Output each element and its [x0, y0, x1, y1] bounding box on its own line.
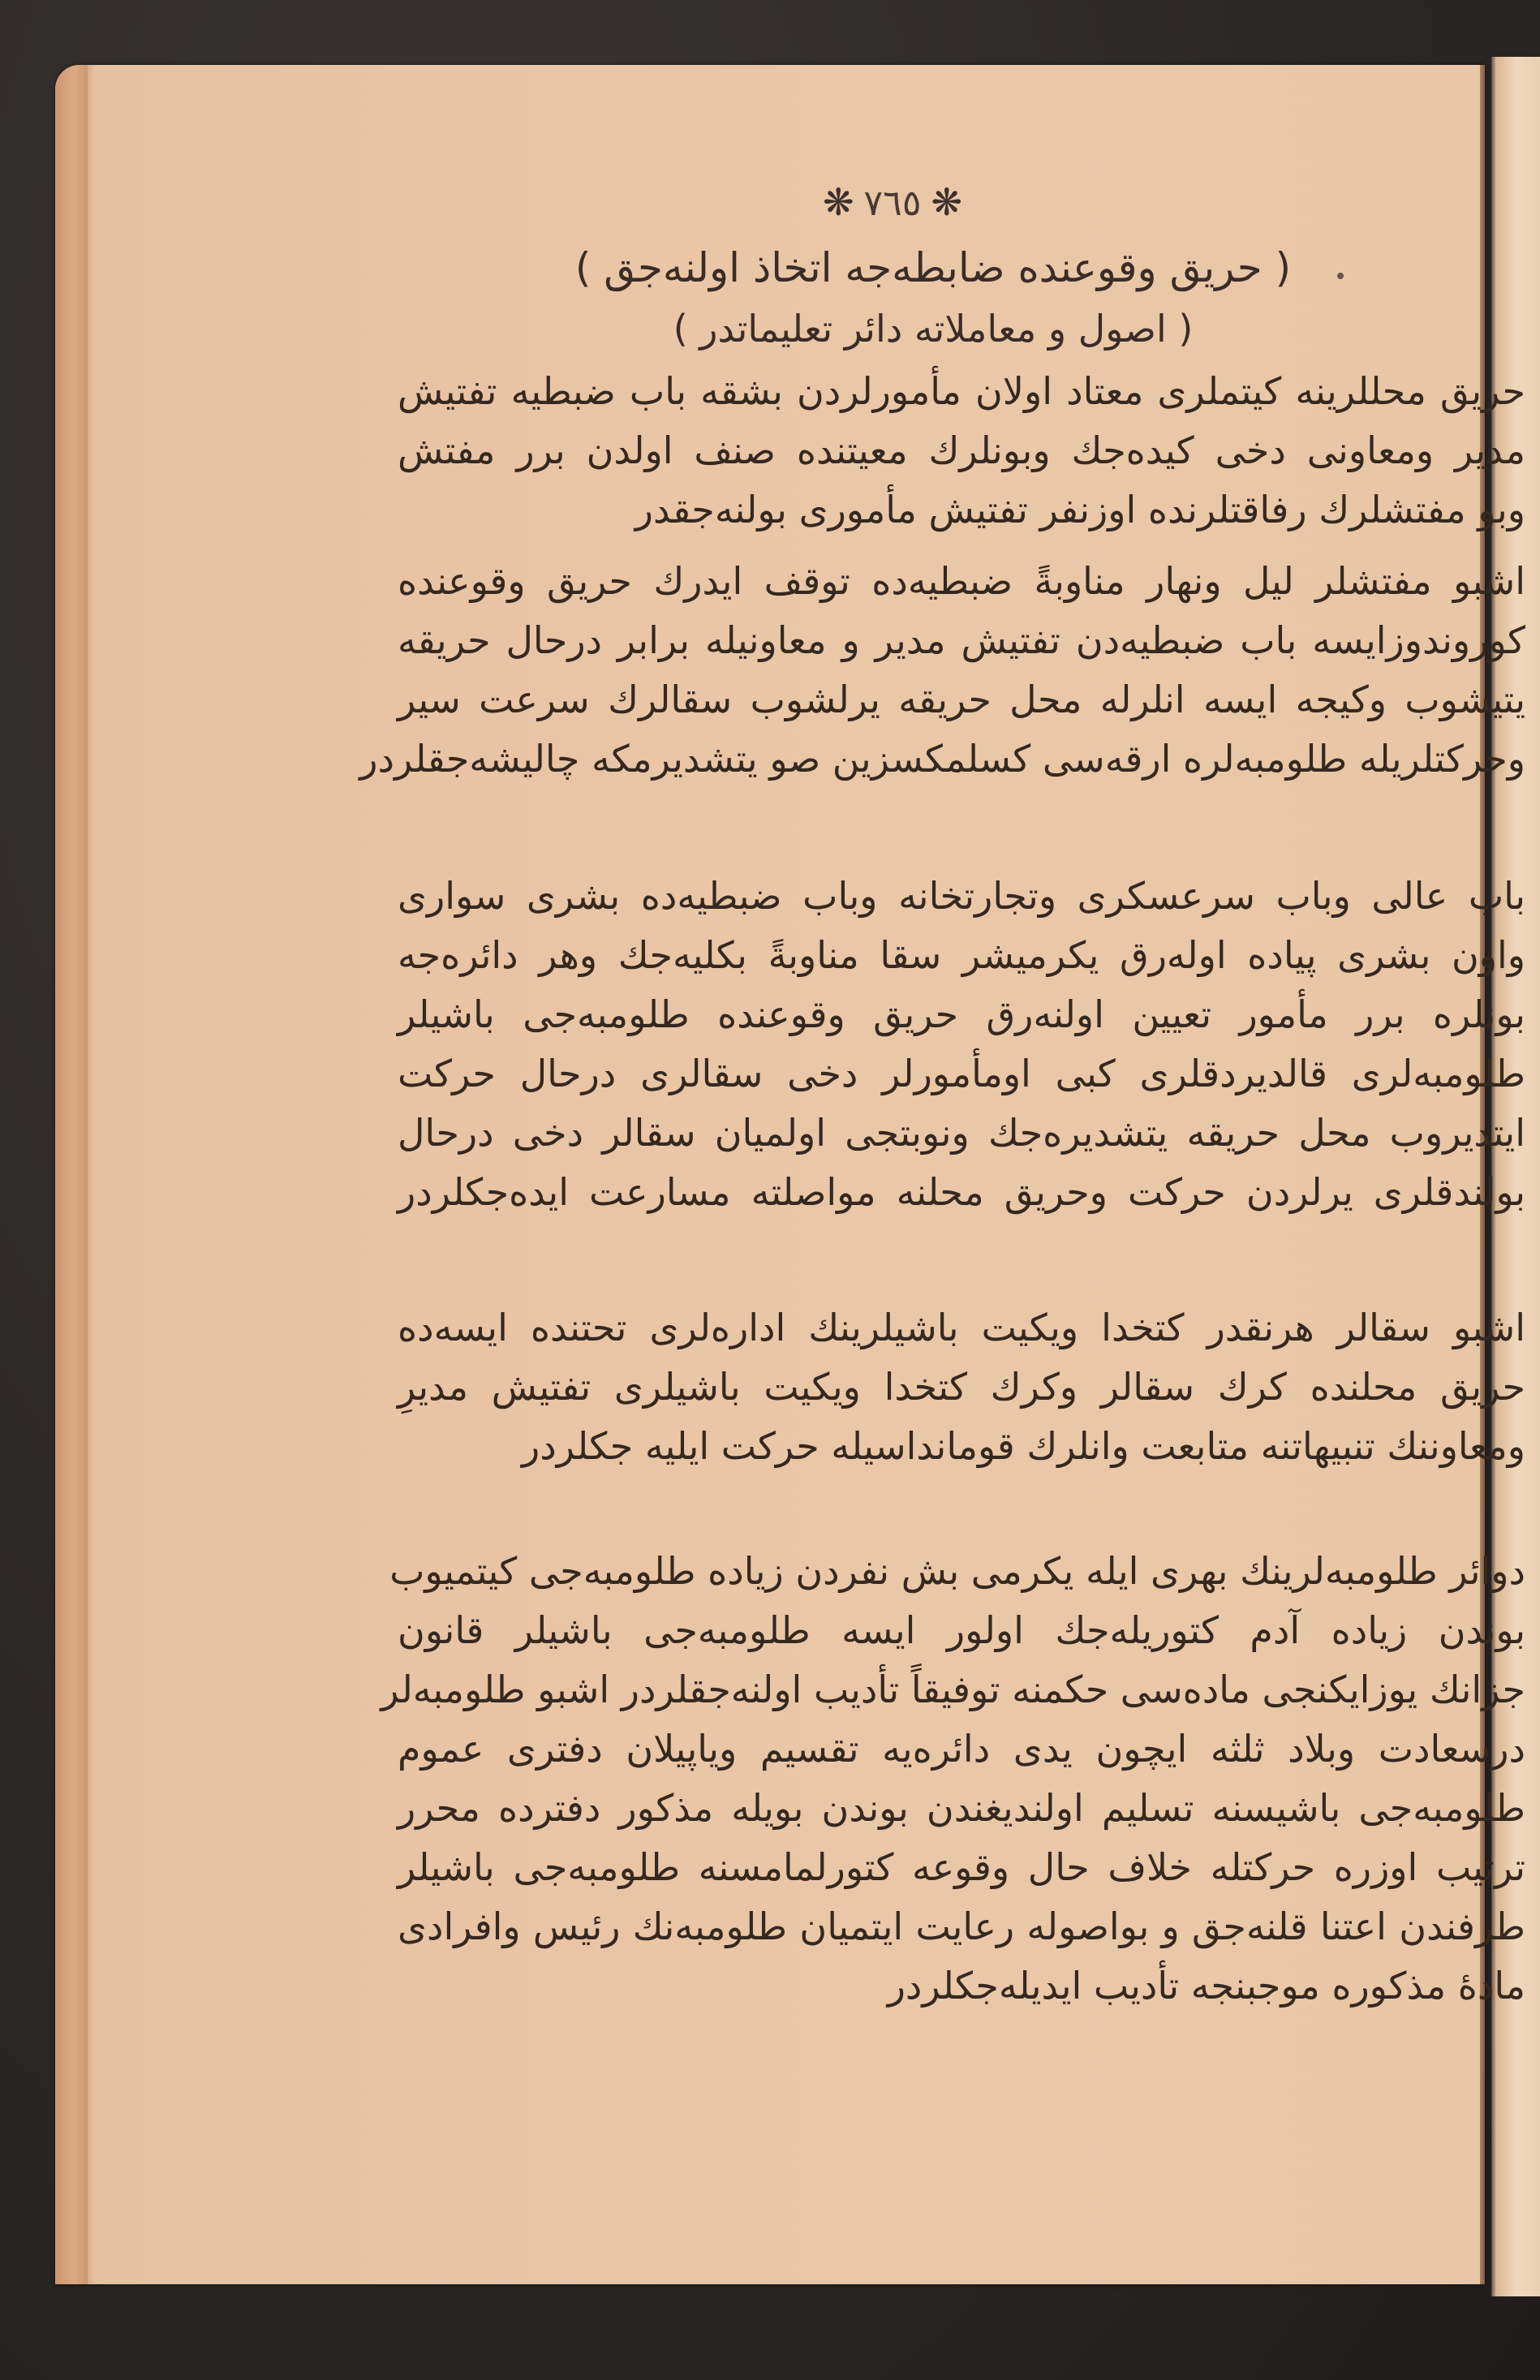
paragraph-4: [398, 1298, 1525, 1476]
text-line: وحرکتلریله طلومبه‌لره ارقه‌سی کسلمکسزین صو یتشدیرمکه چالیشه‌جقلردر: [359, 737, 1525, 781]
section-subtitle: ( اصول و معاملاته دائر تعلیماتدر ): [673, 307, 1194, 351]
text-line: اشبو سقالر هرنقدر کتخدا ویکیت باشیلرینك اداره‌لری تحتنده ایسه‌ده: [398, 1306, 1525, 1349]
text-line: حریق محللرینه کیتملری معتاد اولان مأمورلردن بشقه باب ضبطیه تفتیش: [398, 369, 1525, 413]
text-line: بوندن زیاده آدم کتوریله‌جك اولور ایسه طلومبه‌جی باشیلر قانون: [398, 1608, 1525, 1652]
text-line: وبو مفتشلرك رفاقتلرنده اوزنفر تفتیش مأموری بولنه‌جقدر: [634, 488, 1525, 532]
text-line: بونلره برر مأمور تعیین اولنه‌رق حریق وقوعنده طلومبه‌جی باشیلر: [398, 992, 1525, 1036]
text-line: اشبو مفتشلر لیل ونهار مناوبةً ضبطیه‌ده توقف ایدرك حریق وقوعنده: [398, 559, 1525, 603]
text-line: یتیشوب وکیجه ایسه انلرله محل حریقه یرلشوب سقالرك سرعت سیر: [398, 678, 1525, 721]
text-line: ومعاوننك تنبیهاتنه متابعت وانلرك قومانداسیله حرکت ایلیه جکلردر: [522, 1424, 1525, 1468]
text-line: دوائر طلومبه‌لرینك بهری ایله یکرمی بش نفردن زیاده طلومبه‌جی کیتمیوب: [389, 1549, 1525, 1593]
section-title: ( حریق وقوعنده ضابطه‌جه اتخاذ اولنه‌جق ): [574, 244, 1292, 291]
paragraph-1: [398, 362, 1525, 540]
text-line: مادهٔ مذکوره موجبنجه تأدیب ایدیله‌جکلردر: [887, 1964, 1525, 2008]
text-line: درسعادت وبلاد ثلثه ایچون یدی دائره‌یه تقسیم ویاپیلان دفتری عموم: [398, 1727, 1525, 1771]
text-line: بولندقلری یرلردن حرکت وحریق محلنه مواصلته مسارعت ایده‌جکلردر: [398, 1170, 1525, 1214]
text-line: ایتدیروب محل حریقه یتشدیره‌جك ونوبتجی اولمیان سقالر دخی درحال: [398, 1111, 1525, 1155]
text-line: ترتیب اوزره حرکتله خلاف حال وقوعه کتورلمامسنه طلومبه‌جی باشیلر: [398, 1845, 1525, 1889]
ornament-right-icon: ❋: [931, 180, 962, 224]
text-line: طلومبه‌لری قالدیردقلری کبی اومأمورلر دخی سقالری درحال حرکت: [398, 1052, 1525, 1095]
text-line: جزانك یوزایکنجی ماده‌سی حکمنه توفیقاً تأدیب اولنه‌جقلردر اشبو طلومبه‌لر: [381, 1668, 1525, 1711]
text-line: واون بشری پیاده اوله‌رق یکرمیشر سقا مناوبةً بکلیه‌جك وهر دائره‌جه: [398, 933, 1525, 977]
ornament-left-icon: ❋: [823, 180, 854, 224]
text-line: طلومبه‌جی باشیسنه تسلیم اولندیغندن بوندن بویله مذکور دفترده محرر: [398, 1786, 1525, 1830]
text-line: کوروندوزایسه باب ضبطیه‌دن تفتیش مدیر و معاونیله برابر درحال حریقه: [398, 618, 1525, 662]
page-number-text: ٧٦٥: [863, 183, 922, 224]
text-line: باب عالی وباب سرعسکری وتجارتخانه وباب ضبطیه‌ده بشری سواری: [398, 874, 1525, 918]
text-line: مدیر ومعاونی دخی کیده‌جك وبونلرك معیتنده صنف اولدن برر مفتش: [398, 428, 1525, 472]
text-line: طرفندن اعتنا قلنه‌جق و بواصوله رعایت ایتمیان طلومبه‌نك رئیس وافرادی: [398, 1904, 1525, 1948]
text-line: حریق محلنده کرك سقالر وکرك کتخدا ویکیت باشیلری تفتیش مدیرِ: [398, 1365, 1525, 1409]
paragraph-2: [359, 552, 1525, 789]
page-stack-edge: [55, 65, 88, 2284]
page-number: [811, 180, 974, 224]
ink-speck: [1337, 273, 1344, 279]
paragraph-5: [381, 1542, 1525, 2016]
paragraph-3: [398, 867, 1525, 1222]
